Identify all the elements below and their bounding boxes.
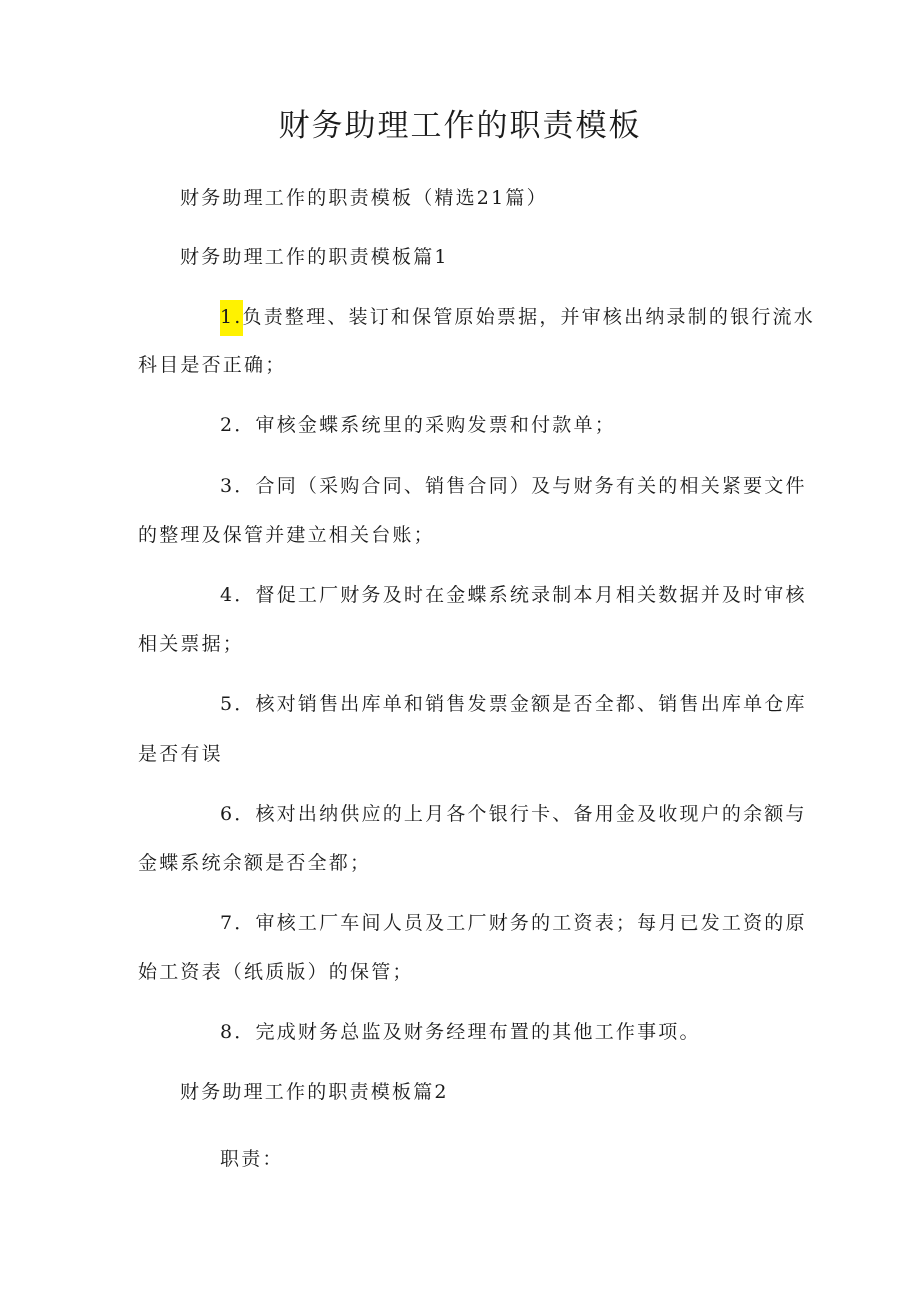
list-item-number: 2 bbox=[220, 414, 235, 436]
document-subtitle: 财务助理工作的职责模板（精选21篇） bbox=[180, 187, 548, 209]
list-item-text: 负责整理、装订和保管原始票据，并审核出纳录制的银行流水 bbox=[242, 306, 815, 328]
highlighted-number: 1. bbox=[220, 300, 243, 336]
section-heading-2: 财务助理工作的职责模板篇2 bbox=[180, 1081, 449, 1103]
list-item-6 bbox=[220, 800, 807, 828]
list-item-text: ．审核金蝶系统里的采购发票和付款单； bbox=[234, 414, 616, 436]
list-item-text: ．合同（采购合同、销售合同）及与财务有关的相关紧要文件 bbox=[234, 475, 807, 497]
list-item-8 bbox=[220, 1018, 701, 1046]
list-item-3-continuation: 的整理及保管并建立相关台账； bbox=[138, 524, 435, 546]
responsibilities-label: 职责： bbox=[220, 1148, 284, 1170]
list-item-number: 5 bbox=[220, 693, 235, 715]
list-item-1-continuation: 科目是否正确； bbox=[138, 354, 287, 376]
list-item-3 bbox=[220, 472, 807, 500]
document-title: 财务助理工作的职责模板 bbox=[278, 108, 642, 144]
list-item-number: 6 bbox=[220, 803, 235, 825]
list-item-5 bbox=[220, 690, 807, 718]
list-item-text: ．核对销售出库单和销售发票金额是否全都、销售出库单仓库 bbox=[234, 693, 807, 715]
list-item-4 bbox=[220, 581, 807, 609]
list-item-number: 4 bbox=[220, 584, 235, 606]
list-item-7-continuation: 始工资表（纸质版）的保管； bbox=[138, 961, 414, 983]
section-heading-1: 财务助理工作的职责模板篇1 bbox=[180, 246, 449, 268]
list-item-text: ．审核工厂车间人员及工厂财务的工资表；每月已发工资的原 bbox=[234, 912, 807, 934]
list-item-text: ．完成财务总监及财务经理布置的其他工作事项。 bbox=[234, 1021, 701, 1043]
list-item-2 bbox=[220, 411, 616, 439]
list-item-number: 7 bbox=[220, 912, 235, 934]
list-item-text: ．核对出纳供应的上月各个银行卡、备用金及收现户的余额与 bbox=[234, 803, 807, 825]
list-item-1 bbox=[220, 303, 815, 331]
list-item-4-continuation: 相关票据； bbox=[138, 633, 245, 655]
list-item-text: ．督促工厂财务及时在金蝶系统录制本月相关数据并及时审核 bbox=[234, 584, 807, 606]
list-item-number: 3 bbox=[220, 475, 235, 497]
list-item-6-continuation: 金蝶系统余额是否全都； bbox=[138, 852, 372, 874]
list-item-number: 8 bbox=[220, 1021, 235, 1043]
list-item-5-continuation: 是否有误 bbox=[138, 743, 223, 765]
list-item-7 bbox=[220, 909, 807, 937]
